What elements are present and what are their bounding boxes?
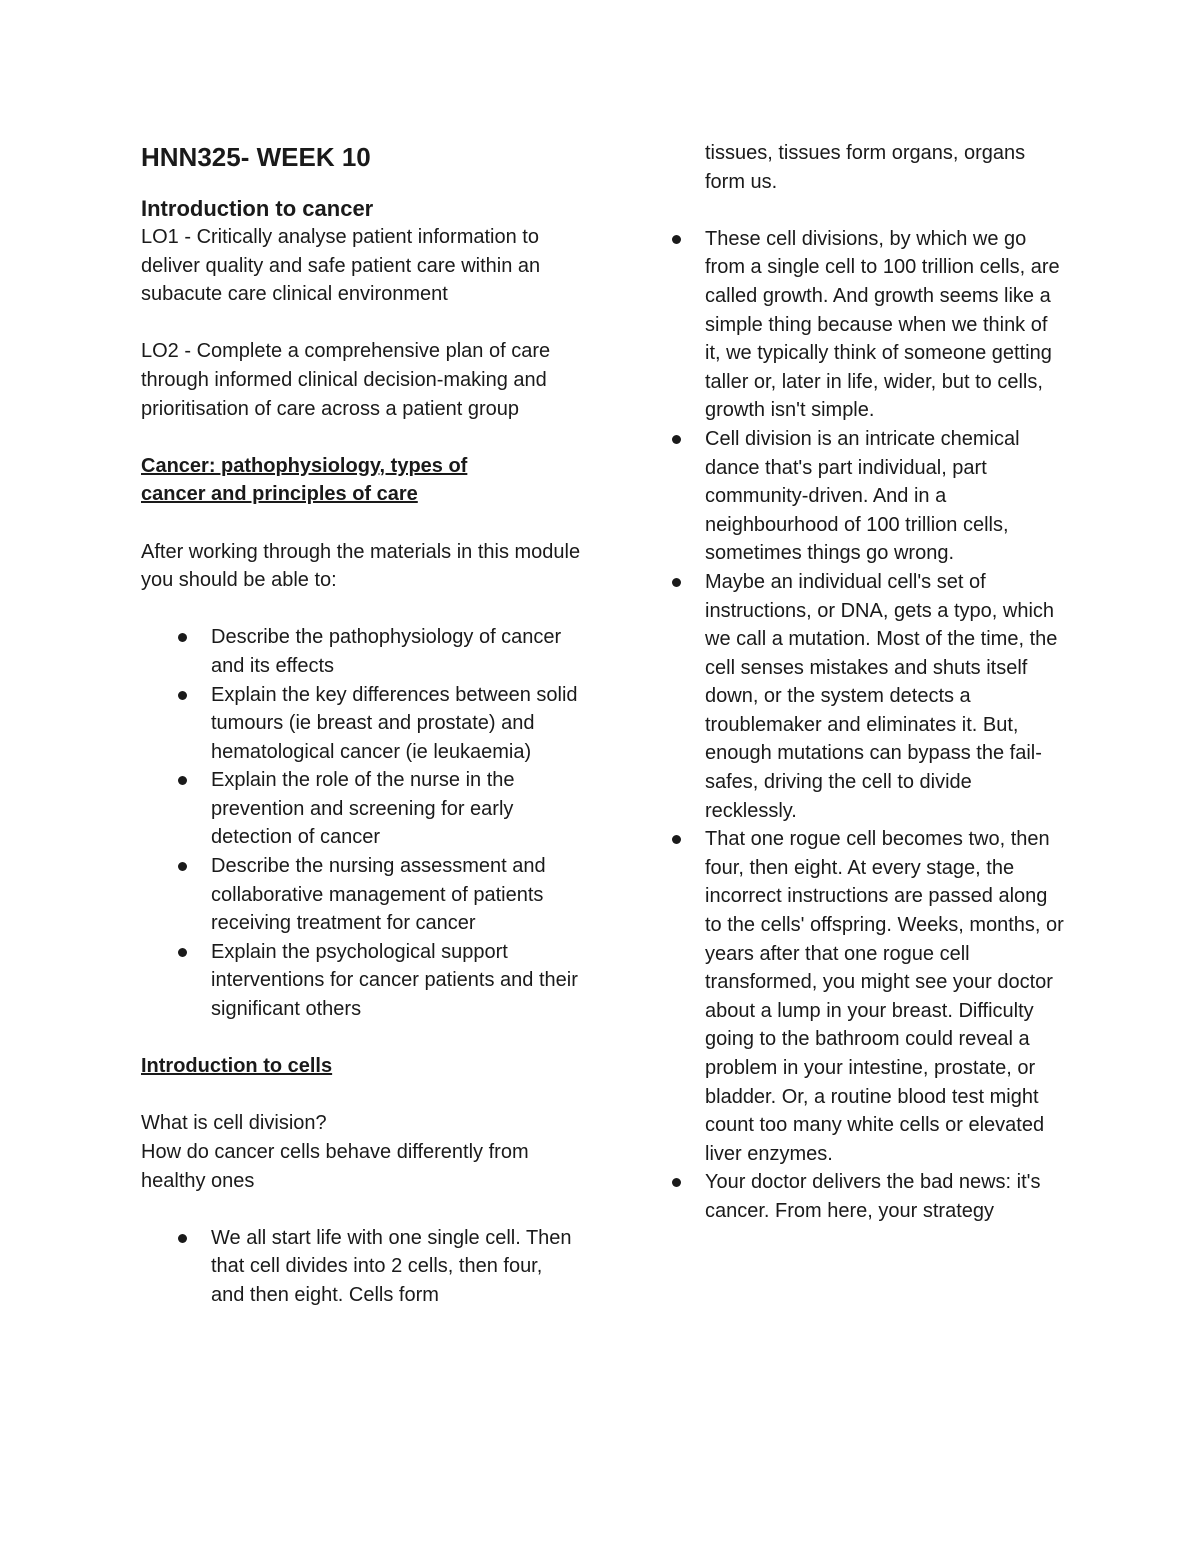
bullet-icon — [178, 948, 187, 957]
list-item — [141, 681, 581, 767]
list-item — [668, 425, 1068, 568]
section-heading-cancer-line1: Cancer: pathophysiology, types of — [141, 454, 468, 477]
objectives-list — [141, 623, 581, 1023]
cells-list — [141, 1224, 581, 1310]
list-item — [141, 852, 581, 938]
list-item — [668, 825, 1068, 1168]
bullet-icon — [672, 1178, 681, 1187]
bullet-icon — [178, 1234, 187, 1243]
bullet-icon — [672, 235, 681, 244]
list-item — [141, 766, 581, 852]
bullet-icon — [178, 862, 187, 871]
section-intro-text: After working through the materials in this module you should be able to: — [141, 540, 581, 592]
objective-text: Explain the role of the nurse in the prevention and screening for early detection of cancer — [211, 769, 515, 849]
list-item — [141, 938, 581, 1024]
learning-outcome-1: LO1 - Critically analyse patient information to deliver quality and safe patient care within an subacute care clinical environment — [141, 226, 541, 306]
list-item — [668, 225, 1068, 425]
section-heading-cells: Introduction to cells — [141, 1055, 333, 1078]
left-column — [141, 139, 581, 1310]
right-column — [668, 139, 1068, 1226]
list-item — [141, 1224, 581, 1310]
objective-text: Describe the pathophysiology of cancer and its effects — [211, 626, 562, 677]
continued-text: tissues, tissues form organs, organs form us. — [705, 142, 1026, 193]
bullet-icon — [672, 835, 681, 844]
cell-growth-list — [668, 225, 1068, 1226]
objective-text: Explain the key differences between solid tumours (ie breast and prostate) and hematological cancer (ie leukaemia) — [211, 683, 578, 763]
objective-text: Describe the nursing assessment and collaborative management of patients receiving treatment for cancer — [211, 855, 546, 935]
bullet-text: Maybe an individual cell's set of instructions, or DNA, gets a typo, which we call a mutation. Most of the time, the cell senses mistakes and shuts itself down, or the system detects a troublemaker and eliminates it. But, enough mutations can bypass the fail-safes, driving the cell to divide recklessly. — [705, 570, 1058, 822]
question-cancer-cells: How do cancer cells behave differently from healthy ones — [141, 1141, 529, 1192]
bullet-icon — [178, 633, 187, 642]
bullet-text: Cell division is an intricate chemical dance that's part individual, part community-driven. And in a neighbourhood of 100 trillion cells, sometimes things go wrong. — [705, 427, 1020, 565]
section-heading-cancer — [141, 452, 581, 509]
bullet-text: These cell divisions, by which we go from a single cell to 100 trillion cells, are called growth. And growth seems like a simple thing because when we think of it, we typically think of someone getting taller or, later in life, wider, but to cells, growth isn't simple. — [705, 227, 1060, 422]
learning-outcome-2: LO2 - Complete a comprehensive plan of care through informed clinical decision-making and prioritisation of care across a patient group — [141, 340, 551, 420]
bullet-text: That one rogue cell becomes two, then four, then eight. At every stage, the incorrect instructions are passed along to the cells' offspring. Weeks, months, or years after that one rogue cell transformed, you might see your doctor about a lump in your breast. Difficulty going to the bathroom could reveal a problem in your intestine, prostate, or bladder. Or, a routine blood test might count too many white cells or elevated liver enzymes. — [705, 828, 1064, 1165]
list-item — [668, 568, 1068, 825]
list-item — [141, 623, 581, 680]
section-heading-cancer-line2: cancer and principles of care — [141, 483, 418, 506]
bullet-icon — [178, 776, 187, 785]
bullet-text: Your doctor delivers the bad news: it's cancer. From here, your strategy — [705, 1171, 1041, 1222]
bullet-icon — [672, 578, 681, 587]
bullet-icon — [672, 435, 681, 444]
cells-bullet-text: We all start life with one single cell. Then that cell divides into 2 cells, then four, and then eight. Cells form — [211, 1226, 572, 1306]
intro-heading: Introduction to cancer — [141, 196, 374, 221]
list-item — [668, 1168, 1068, 1225]
page-title: HNN325- WEEK 10 — [141, 142, 371, 172]
objective-text: Explain the psychological support interventions for cancer patients and their significant others — [211, 940, 578, 1021]
bullet-icon — [178, 691, 187, 700]
question-cell-division: What is cell division? — [141, 1112, 327, 1135]
